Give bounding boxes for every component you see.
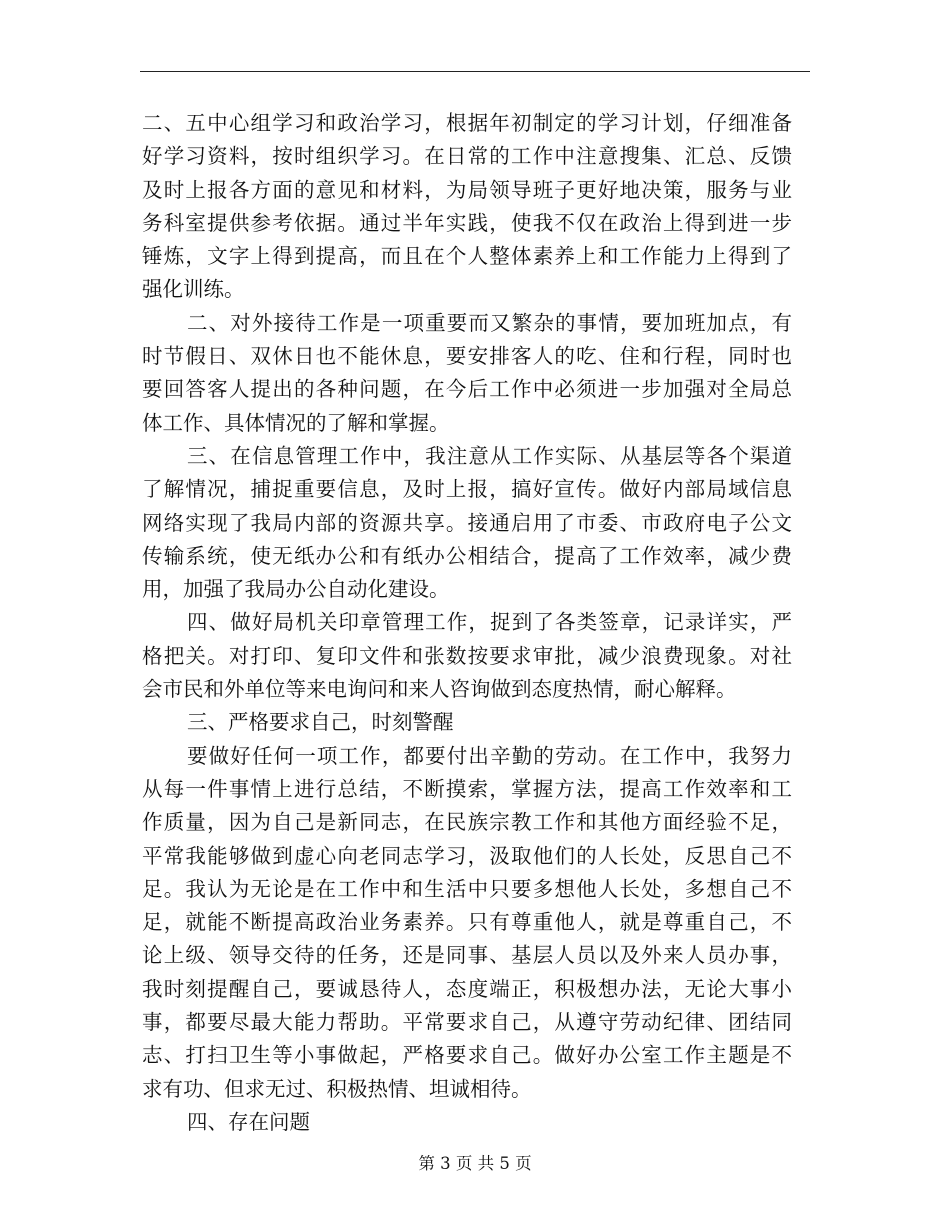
text-line: 作质量，因为自己是新同志，在民族宗教工作和其他方面经验不足， [142, 810, 792, 835]
text-line: 网络实现了我局内部的资源共享。接通启用了市委、市政府电子公文 [142, 510, 792, 535]
text-line: 时节假日、双休日也不能休息，要安排客人的吃、住和行程，同时也 [142, 344, 792, 369]
text-line: 要做好任何一项工作，都要付出辛勤的劳动。在工作中，我努力 [187, 743, 792, 768]
text-line: 三、严格要求自己，时刻警醒 [187, 710, 454, 735]
text-line: 了解情况，捕捉重要信息，及时上报，搞好宣传。做好内部局域信息 [142, 477, 792, 502]
text-line: 事，都要尽最大能力帮助。平常要求自己，从遵守劳动纪律、团结同 [142, 1010, 792, 1035]
document-body [142, 107, 792, 1139]
text-line: 求有功、但求无过、积极热情、坦诚相待。 [142, 1076, 532, 1101]
text-line: 从每一件事情上进行总结，不断摸索，掌握方法，提高工作效率和工 [142, 776, 792, 801]
text-line: 传输系统，使无纸办公和有纸办公相结合，提高了工作效率，减少费 [142, 543, 792, 568]
text-line: 要回答客人提出的各种问题，在今后工作中必须进一步加强对全局总 [142, 377, 792, 402]
text-line: 论上级、领导交待的任务，还是同事、基层人员以及外来人员办事， [142, 943, 792, 968]
text-line: 我时刻提醒自己，要诚恳待人，态度端正，积极想办法，无论大事小 [142, 976, 792, 1001]
text-line: 强化训练。 [142, 277, 245, 302]
text-line: 二、对外接待工作是一项重要而又繁杂的事情，要加班加点，有 [187, 310, 792, 335]
text-line: 三、在信息管理工作中，我注意从工作实际、从基层等各个渠道 [187, 443, 792, 468]
text-line: 二、五中心组学习和政治学习，根据年初制定的学习计划，仔细准备 [142, 111, 792, 135]
text-line: 用，加强了我局办公自动化建设。 [142, 577, 450, 602]
text-line: 平常我能够做到虚心向老同志学习，汲取他们的人长处，反思自己不 [142, 843, 792, 868]
text-line: 志、打扫卫生等小事做起，严格要求自己。做好办公室工作主题是不 [142, 1043, 792, 1068]
text-line: 好学习资料，按时组织学习。在日常的工作中注意搜集、汇总、反馈 [142, 144, 792, 169]
header-rule [140, 71, 810, 72]
text-line: 足，就能不断提高政治业务素养。只有尊重他人，就是尊重自己，不 [142, 910, 792, 935]
text-line: 足。我认为无论是在工作中和生活中只要多想他人长处，多想自己不 [142, 876, 792, 901]
text-line: 四、存在问题 [187, 1109, 310, 1134]
text-line: 锤炼，文字上得到提高，而且在个人整体素养上和工作能力上得到了 [142, 244, 792, 269]
text-line: 及时上报各方面的意见和材料，为局领导班子更好地决策，服务与业 [142, 177, 792, 202]
text-line: 体工作、具体情况的了解和掌握。 [142, 410, 450, 435]
text-line: 四、做好局机关印章管理工作，捉到了各类签章，记录详实，严 [187, 610, 792, 635]
page-footer: 第 3 页 共 5 页 [418, 1154, 532, 1173]
text-line: 务科室提供参考依据。通过半年实践，使我不仅在政治上得到进一步 [142, 210, 792, 235]
text-line: 会市民和外单位等来电询问和来人咨询做到态度热情，耐心解释。 [142, 677, 737, 702]
text-line: 格把关。对打印、复印文件和张数按要求审批，减少浪费现象。对社 [142, 643, 792, 668]
